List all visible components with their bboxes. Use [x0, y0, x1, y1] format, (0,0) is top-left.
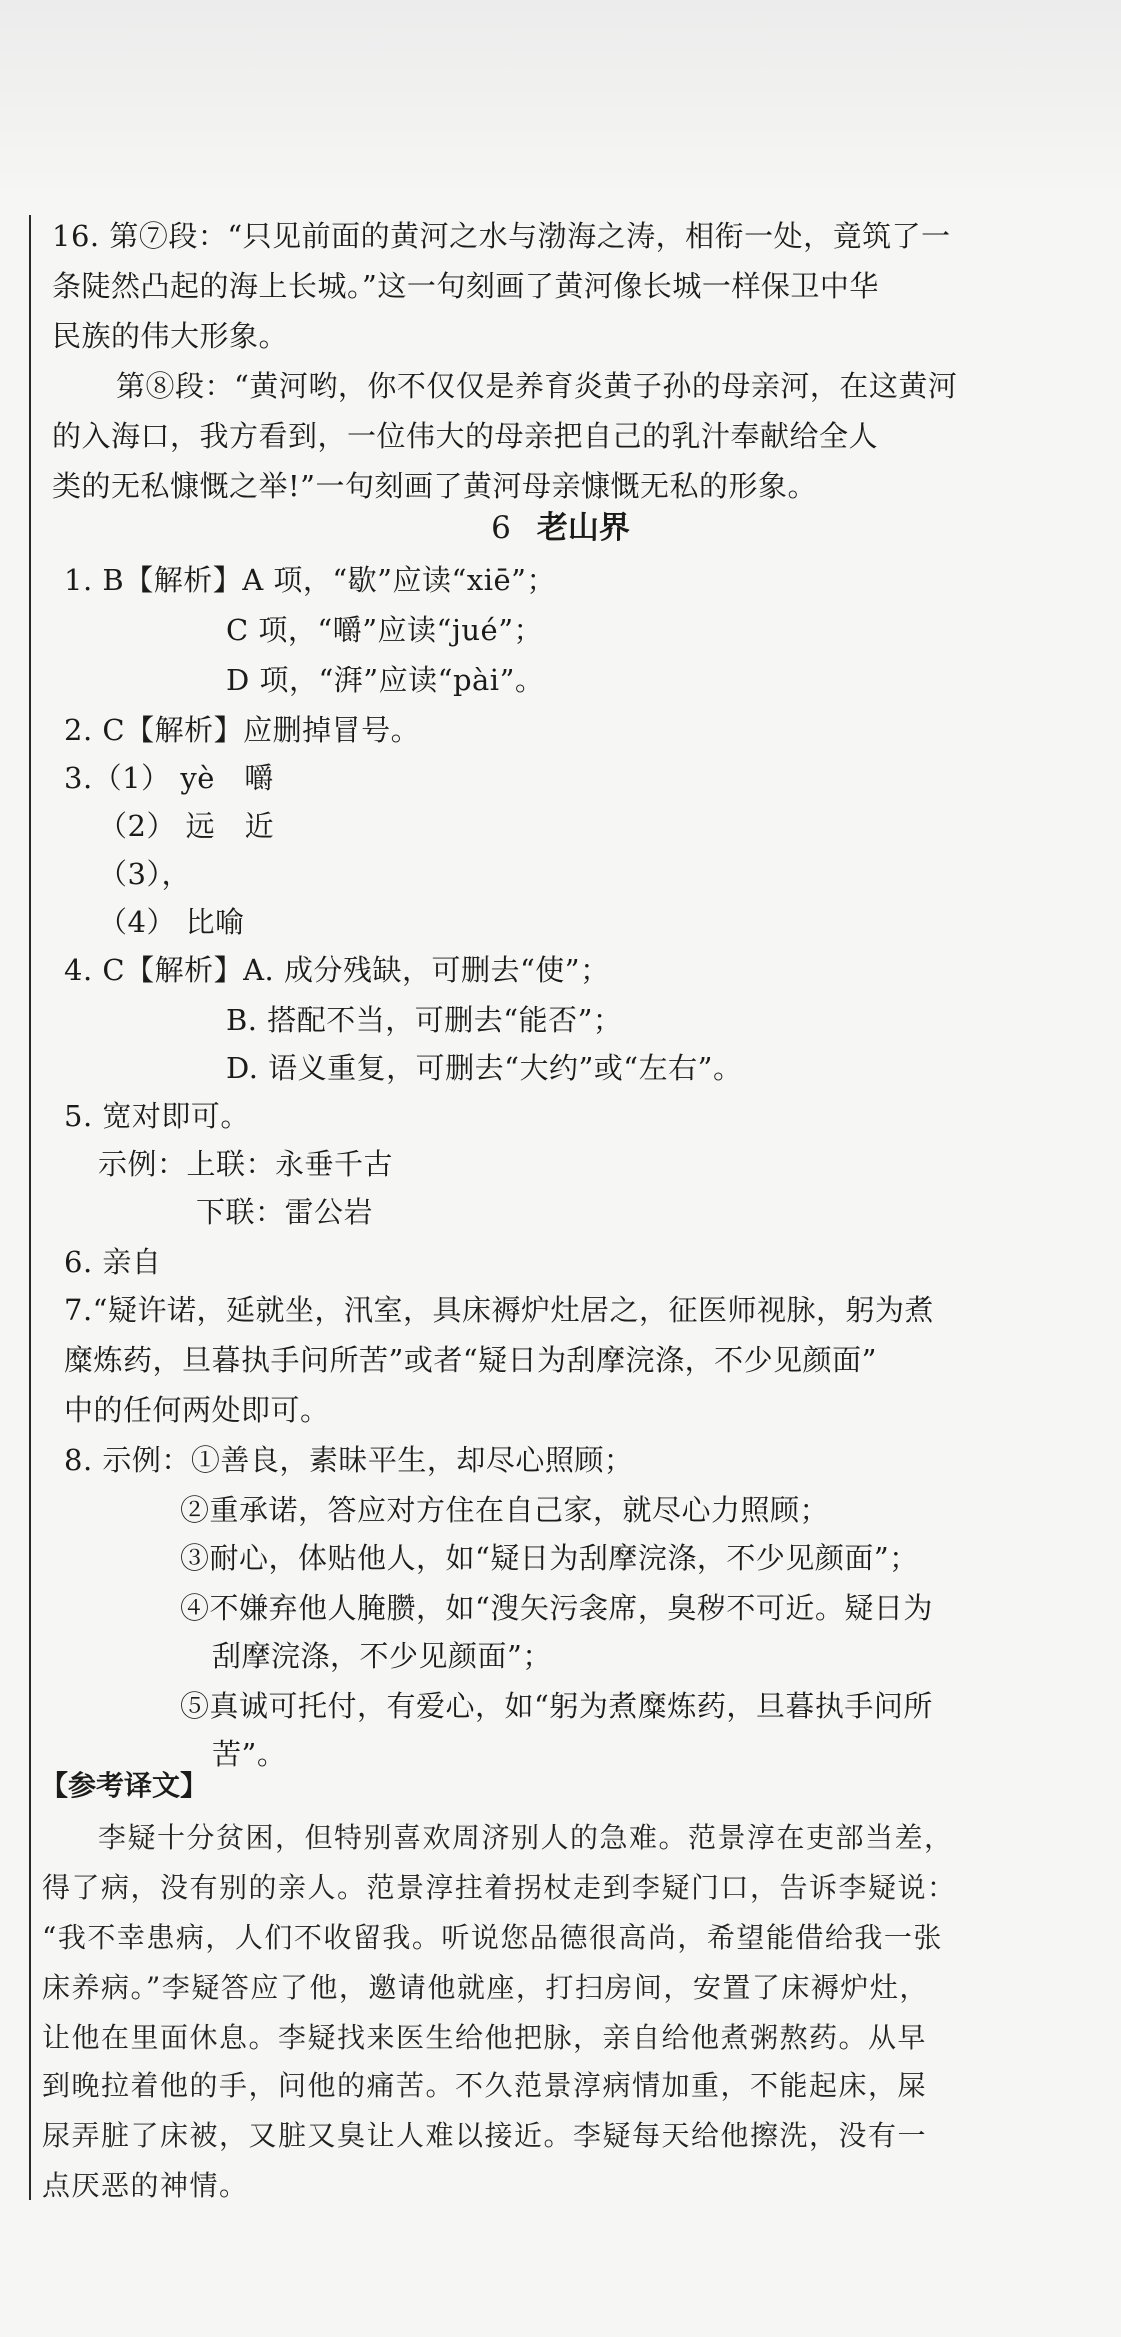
translation-line-1: 李疑十分贫困，但特别喜欢周济别人的急难。范景淳在吏部当差， [98, 1821, 954, 1854]
answer-4-d: D. 语义重复，可删去“大约”或“左右”。 [226, 1051, 743, 1085]
translation-line-4: 床养病。”李疑答应了他，邀请他就座，打扫房间，安置了床褥炉灶， [42, 1971, 929, 2004]
answer-8-4-cont: 刮摩浣涤，不少见颜面”； [212, 1639, 552, 1673]
answer-7-line-2: 糜炼药，旦暮执手问所苦”或者“疑日为刮摩浣涤，不少见颜面” [64, 1343, 877, 1377]
answer-6: 6. 亲自 [64, 1245, 162, 1279]
answer-5-lower: 下联：雷公岩 [196, 1195, 374, 1229]
answer-7-line-3: 中的任何两处即可。 [64, 1393, 330, 1427]
answer-3-1: 3.（1） yè 嚼 [64, 761, 274, 795]
answer-8-4: ④不嫌弃他人腌臜，如“溲矢污衾席，臭秽不可近。疑日为 [180, 1591, 933, 1625]
q16-line-1: 16. 第⑦段：“只见前面的黄河之水与渤海之涛，相衔一处，竟筑了一 [52, 219, 951, 253]
q16-line-6: 类的无私慷慨之举!”一句刻画了黄河母亲慷慨无私的形象。 [52, 469, 817, 503]
translation-line-3: “我不幸患病，人们不收留我。听说您品德很高尚，希望能借给我一张 [42, 1921, 943, 1954]
answer-4-b: B. 搭配不当，可删去“能否”； [226, 1003, 623, 1037]
translation-heading: 【参考译文】 [40, 1769, 209, 1802]
translation-line-2: 得了病，没有别的亲人。范景淳拄着拐杖走到李疑门口，告诉李疑说： [42, 1871, 957, 1904]
answer-8-1: 8. 示例：①善良，素昧平生，却尽心照顾； [64, 1443, 634, 1477]
q16-line-2: 条陡然凸起的海上长城。”这一句刻画了黄河像长城一样保卫中华 [52, 269, 879, 303]
section-name: 老山界 [536, 510, 630, 546]
answer-4-a: 4. C【解析】A. 成分残缺，可删去“使”； [64, 953, 610, 987]
answer-5: 5. 宽对即可。 [64, 1099, 250, 1133]
answer-5-upper: 示例：上联：永垂千古 [98, 1147, 394, 1181]
answer-3-2: （2） 远 近 [98, 809, 275, 843]
answer-3-3: （3）， [98, 857, 191, 891]
answer-1-d: D 项，“湃”应读“pài”。 [226, 663, 545, 697]
translation-line-6: 到晚拉着他的手，问他的痛苦。不久范景淳病情加重，不能起床，屎 [42, 2069, 928, 2102]
answer-8-3: ③耐心，体贴他人，如“疑日为刮摩浣涤，不少见颜面”； [180, 1541, 919, 1575]
q16-line-4: 第⑧段：“黄河哟，你不仅仅是养育炎黄子孙的母亲河，在这黄河 [116, 369, 958, 403]
answer-1-c: C 项，“嚼”应读“jué”； [226, 613, 544, 647]
q16-line-3: 民族的伟大形象。 [52, 319, 289, 353]
translation-line-7: 尿弄脏了床被，又脏又臭让人难以接近。李疑每天给他擦洗，没有一 [42, 2119, 928, 2152]
translation-line-8: 点厌恶的神情。 [42, 2169, 249, 2202]
answer-3-4: （4） 比喻 [98, 905, 245, 939]
answer-8-2: ②重承诺，答应对方住在自己家，就尽心力照顾； [180, 1493, 830, 1527]
section-title [0, 506, 1121, 550]
answer-2: 2. C【解析】应删掉冒号。 [64, 713, 421, 747]
answer-1-a: 1. B【解析】A 项，“歇”应读“xiē”； [64, 563, 556, 597]
translation-line-5: 让他在里面休息。李疑找来医生给他把脉，亲自给他煮粥熬药。从早 [42, 2021, 928, 2054]
answer-7-line-1: 7.“疑许诺，延就坐，汛室，具床褥炉灶居之，征医师视脉，躬为煮 [64, 1293, 934, 1327]
section-number: 6 [491, 510, 511, 546]
answer-8-5: ⑤真诚可托付，有爱心，如“躬为煮糜炼药，旦暮执手问所 [180, 1689, 933, 1723]
q16-line-5: 的入海口，我方看到，一位伟大的母亲把自己的乳汁奉献给全人 [52, 419, 879, 453]
scan-top-shade [0, 0, 1121, 200]
answer-8-5-cont: 苦”。 [212, 1737, 287, 1771]
